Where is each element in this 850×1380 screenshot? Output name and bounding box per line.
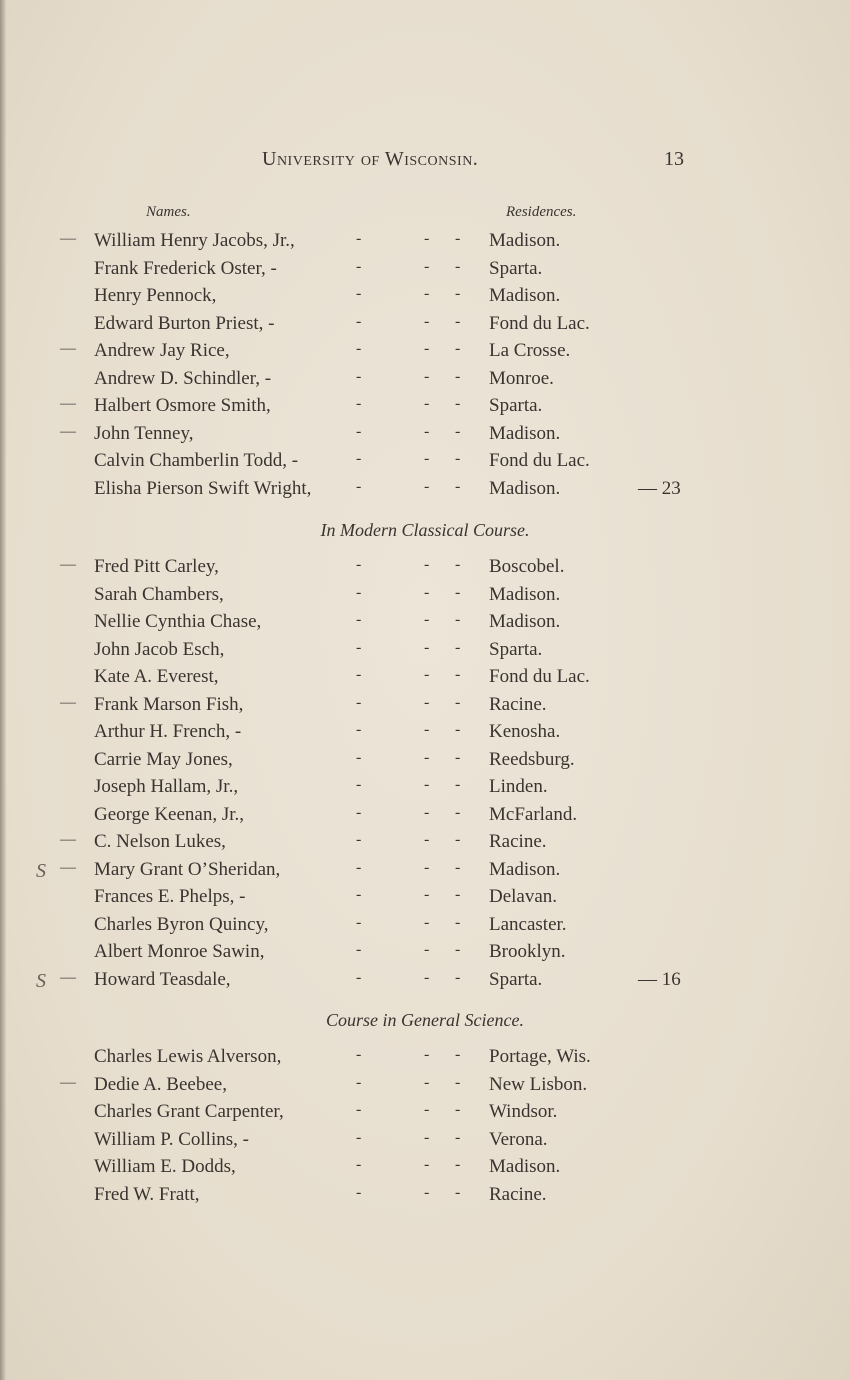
check-mark: — (60, 230, 76, 247)
list-item (0, 1101, 850, 1127)
leader-dash: - (424, 803, 430, 821)
student-residence: Madison. (489, 858, 561, 880)
student-residence: Delavan. (489, 886, 558, 907)
leader-dash: - (455, 395, 461, 412)
student-residence: Sparta. (489, 395, 543, 416)
list-item (0, 749, 850, 775)
student-name: Edward Burton Priest, - (94, 312, 275, 334)
student-residence: La Crosse. (489, 340, 571, 361)
leader-dash: - (356, 285, 362, 302)
list-item (0, 1129, 850, 1155)
student-residence: Brooklyn. (489, 941, 566, 962)
leader-dash: - (455, 886, 461, 903)
leader-dash: - (356, 230, 362, 247)
leader-dash: - (424, 367, 430, 385)
student-residence: Portage, Wis. (489, 1046, 591, 1067)
student-residence: Kenosha. (489, 721, 561, 742)
leader-dash: - (356, 556, 362, 573)
leader-dash: - (424, 611, 430, 628)
leader-dash: - (356, 1183, 362, 1201)
student-name: Arthur H. French, - (94, 721, 242, 742)
student-residence: Sparta. (489, 968, 543, 990)
student-residence: Racine. (489, 693, 547, 715)
list-item (0, 831, 850, 857)
check-mark: — (60, 422, 76, 440)
leader-dash: - (424, 748, 430, 766)
student-name: Dedie A. Beebee, (94, 1073, 227, 1095)
leader-dash: - (424, 583, 430, 601)
student-residence: Boscobel. (489, 556, 565, 577)
student-residence: Fond du Lac. (489, 666, 590, 687)
student-residence: Racine. (489, 831, 547, 852)
student-name: Halbert Osmore Smith, (94, 395, 271, 416)
list-item (0, 941, 850, 967)
leader-dash: - (356, 367, 362, 385)
leader-dash: - (455, 1073, 461, 1091)
leader-dash: - (356, 257, 362, 275)
student-residence: Linden. (489, 776, 548, 797)
list-item (0, 450, 850, 476)
student-residence: Madison. (489, 477, 561, 499)
student-residence: Fond du Lac. (489, 312, 590, 334)
leader-dash: - (356, 941, 362, 958)
leader-dash: - (455, 1128, 461, 1146)
list-item (0, 886, 850, 912)
leader-dash: - (356, 422, 362, 440)
student-name: Albert Monroe Sawin, (94, 941, 265, 962)
list-item (0, 313, 850, 339)
student-name: Frank Marson Fish, (94, 693, 244, 715)
section-total: — 16 (638, 968, 681, 990)
student-name: Elisha Pierson Swift Wright, (94, 477, 312, 499)
leader-dash: - (356, 1101, 362, 1118)
list-item (0, 721, 850, 747)
leader-dash: - (356, 1156, 362, 1173)
leader-dash: - (424, 1073, 430, 1091)
leader-dash: - (424, 1101, 430, 1118)
leader-dash: - (424, 721, 430, 738)
leader-dash: - (455, 367, 461, 385)
student-name: Mary Grant O’Sheridan, (94, 858, 281, 880)
leader-dash: - (424, 886, 430, 903)
list-item (0, 969, 850, 995)
residences-column-header: Residences. (506, 204, 577, 220)
leader-dash: - (424, 395, 430, 412)
list-item (0, 584, 850, 610)
student-name: Frances E. Phelps, - (94, 886, 246, 907)
student-residence: Windsor. (489, 1101, 558, 1122)
check-mark: — (60, 340, 76, 357)
student-name: Charles Lewis Alverson, (94, 1046, 282, 1067)
student-residence: Monroe. (489, 367, 554, 389)
check-mark: — (60, 556, 76, 573)
student-name: William E. Dodds, (94, 1156, 236, 1177)
student-name: Charles Grant Carpenter, (94, 1101, 284, 1122)
leader-dash: - (356, 913, 362, 931)
student-residence: Madison. (489, 1156, 561, 1177)
leader-dash: - (455, 477, 461, 495)
student-name: Andrew Jay Rice, (94, 340, 230, 361)
leader-dash: - (455, 721, 461, 738)
leader-dash: - (424, 285, 430, 302)
leader-dash: - (455, 913, 461, 931)
list-item (0, 368, 850, 394)
list-item (0, 340, 850, 366)
student-residence: Sparta. (489, 257, 543, 279)
leader-dash: - (424, 340, 430, 357)
list-item (0, 556, 850, 582)
leader-dash: - (356, 968, 362, 986)
leader-dash: - (424, 477, 430, 495)
list-item (0, 478, 850, 504)
section-title: In Modern Classical Course. (320, 520, 530, 540)
list-item (0, 285, 850, 311)
leader-dash: - (455, 285, 461, 302)
leader-dash: - (455, 556, 461, 573)
leader-dash: - (424, 556, 430, 573)
list-item (0, 1156, 850, 1182)
leader-dash: - (356, 638, 362, 656)
student-name: Andrew D. Schindler, - (94, 367, 272, 389)
check-mark: — (60, 395, 76, 412)
leader-dash: - (356, 312, 362, 330)
list-item (0, 639, 850, 665)
leader-dash: - (356, 803, 362, 821)
student-residence: Lancaster. (489, 913, 567, 935)
student-name: C. Nelson Lukes, (94, 831, 226, 852)
check-mark: — (60, 858, 76, 876)
leader-dash: - (455, 638, 461, 656)
student-name: Frank Frederick Oster, - (94, 257, 277, 279)
student-name: Fred W. Fratt, (94, 1183, 200, 1205)
student-name: William P. Collins, - (94, 1128, 249, 1150)
leader-dash: - (356, 340, 362, 357)
leader-dash: - (424, 968, 430, 986)
leader-dash: - (356, 583, 362, 601)
leader-dash: - (356, 666, 362, 683)
leader-dash: - (424, 858, 430, 876)
leader-dash: - (356, 831, 362, 848)
leader-dash: - (455, 583, 461, 601)
page-number: 13 (664, 148, 684, 170)
leader-dash: - (424, 230, 430, 247)
leader-dash: - (424, 1183, 430, 1201)
student-residence: Reedsburg. (489, 748, 575, 770)
list-item (0, 230, 850, 256)
leader-dash: - (424, 831, 430, 848)
leader-dash: - (455, 693, 461, 711)
student-residence: Madison. (489, 230, 561, 251)
leader-dash: - (356, 611, 362, 628)
check-mark: — (60, 831, 76, 848)
leader-dash: - (424, 638, 430, 656)
leader-dash: - (356, 886, 362, 903)
list-item (0, 258, 850, 284)
leader-dash: - (455, 312, 461, 330)
margin-annotation: S (36, 860, 46, 882)
leader-dash: - (455, 1046, 461, 1063)
leader-dash: - (424, 422, 430, 440)
check-mark: — (60, 968, 76, 986)
leader-dash: - (356, 395, 362, 412)
leader-dash: - (356, 776, 362, 793)
check-mark: — (60, 693, 76, 711)
student-residence: McFarland. (489, 803, 578, 825)
student-name: Carrie May Jones, (94, 748, 233, 770)
leader-dash: - (424, 666, 430, 683)
leader-dash: - (356, 693, 362, 711)
leader-dash: - (455, 748, 461, 766)
list-item (0, 1184, 850, 1210)
leader-dash: - (424, 941, 430, 958)
list-item (0, 666, 850, 692)
leader-dash: - (455, 831, 461, 848)
list-item (0, 914, 850, 940)
leader-dash: - (455, 803, 461, 821)
student-name: Henry Pennock, (94, 285, 217, 306)
list-item (0, 804, 850, 830)
leader-dash: - (356, 858, 362, 876)
leader-dash: - (455, 666, 461, 683)
section-total: — 23 (638, 477, 681, 499)
leader-dash: - (455, 257, 461, 275)
leader-dash: - (455, 968, 461, 986)
leader-dash: - (356, 1128, 362, 1146)
list-item (0, 1046, 850, 1072)
leader-dash: - (455, 230, 461, 247)
student-residence: Madison. (489, 285, 561, 306)
list-item (0, 859, 850, 885)
leader-dash: - (455, 1183, 461, 1201)
student-residence: Racine. (489, 1183, 547, 1205)
student-residence: Sparta. (489, 638, 543, 660)
list-item (0, 776, 850, 802)
leader-dash: - (356, 450, 362, 467)
leader-dash: - (455, 340, 461, 357)
leader-dash: - (356, 1073, 362, 1091)
student-name: John Tenney, (94, 422, 194, 444)
leader-dash: - (356, 721, 362, 738)
leader-dash: - (455, 1101, 461, 1118)
student-name: William Henry Jacobs, Jr., (94, 230, 295, 251)
list-item (0, 423, 850, 449)
leader-dash: - (455, 611, 461, 628)
section-title: Course in General Science. (326, 1010, 524, 1030)
student-residence: New Lisbon. (489, 1073, 588, 1095)
list-item (0, 1074, 850, 1100)
student-name: Sarah Chambers, (94, 583, 224, 605)
student-name: George Keenan, Jr., (94, 803, 245, 825)
student-name: Howard Teasdale, (94, 968, 231, 990)
leader-dash: - (424, 312, 430, 330)
leader-dash: - (455, 1156, 461, 1173)
leader-dash: - (356, 748, 362, 766)
leader-dash: - (424, 1156, 430, 1173)
leader-dash: - (424, 693, 430, 711)
student-name: John Jacob Esch, (94, 638, 225, 660)
leader-dash: - (455, 858, 461, 876)
names-column-header: Names. (146, 204, 191, 220)
student-name: Calvin Chamberlin Todd, - (94, 450, 299, 471)
leader-dash: - (356, 1046, 362, 1063)
student-name: Charles Byron Quincy, (94, 913, 269, 935)
student-name: Kate A. Everest, (94, 666, 219, 687)
student-residence: Fond du Lac. (489, 450, 590, 471)
student-residence: Madison. (489, 583, 561, 605)
list-item (0, 694, 850, 720)
leader-dash: - (455, 776, 461, 793)
student-name: Fred Pitt Carley, (94, 556, 219, 577)
student-name: Joseph Hallam, Jr., (94, 776, 239, 797)
check-mark: — (60, 1073, 76, 1091)
leader-dash: - (424, 776, 430, 793)
student-residence: Madison. (489, 422, 561, 444)
leader-dash: - (424, 450, 430, 467)
student-name: Nellie Cynthia Chase, (94, 611, 262, 632)
running-header-title: University of Wisconsin. (262, 148, 479, 170)
student-residence: Madison. (489, 611, 561, 632)
leader-dash: - (455, 422, 461, 440)
list-item (0, 395, 850, 421)
leader-dash: - (424, 913, 430, 931)
margin-annotation: S (36, 970, 46, 992)
leader-dash: - (424, 257, 430, 275)
leader-dash: - (455, 941, 461, 958)
leader-dash: - (424, 1046, 430, 1063)
leader-dash: - (356, 477, 362, 495)
leader-dash: - (455, 450, 461, 467)
list-item (0, 611, 850, 637)
leader-dash: - (424, 1128, 430, 1146)
student-residence: Verona. (489, 1128, 548, 1150)
